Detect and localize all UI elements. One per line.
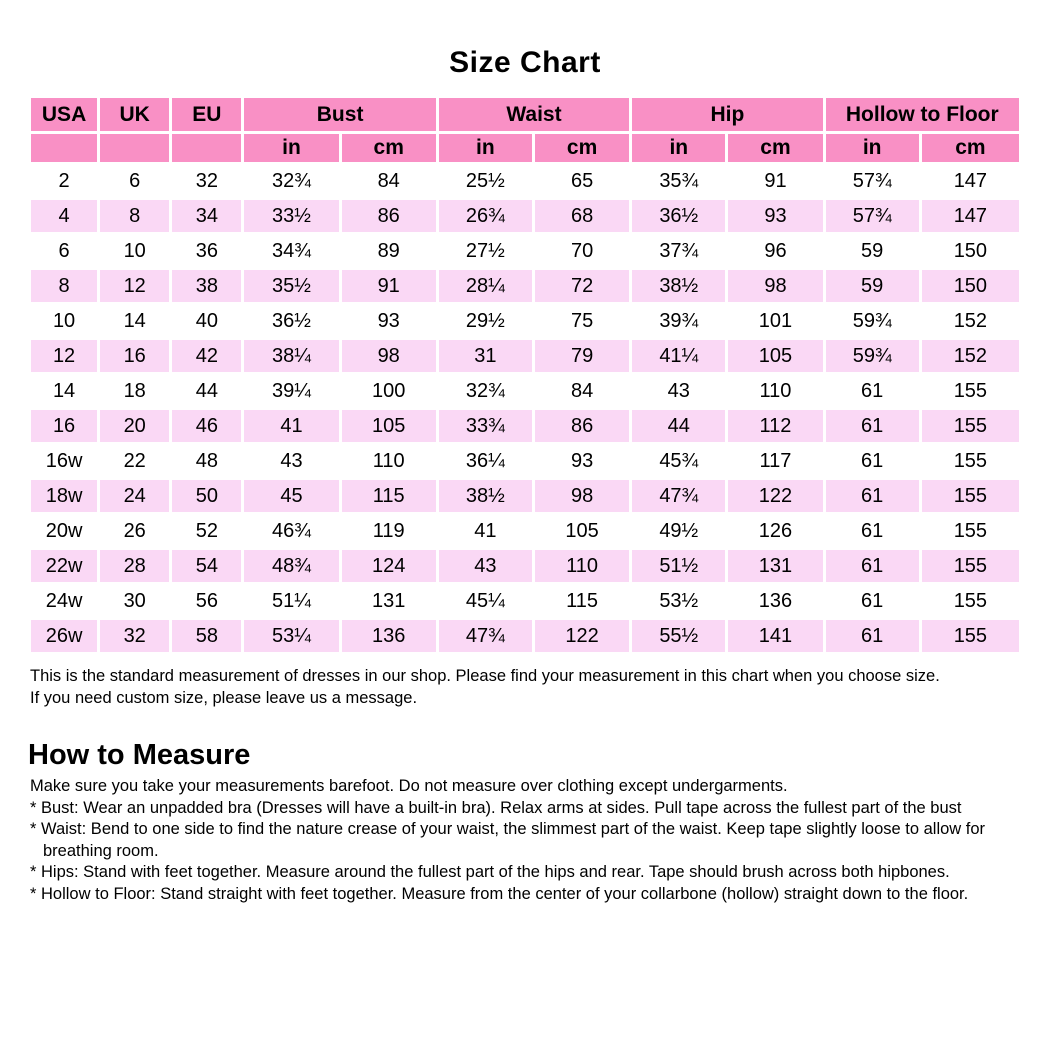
size-cell: 91 bbox=[728, 165, 822, 197]
size-cell: 14 bbox=[100, 305, 169, 337]
size-cell: 36½ bbox=[632, 200, 725, 232]
size-cell: 16 bbox=[100, 340, 169, 372]
size-cell: 20 bbox=[100, 410, 169, 442]
size-cell: 91 bbox=[342, 270, 436, 302]
size-cell: 45 bbox=[244, 480, 338, 512]
column-header-bust: Bust bbox=[244, 98, 435, 131]
size-cell: 136 bbox=[728, 585, 822, 617]
unit-header-bust-cm: cm bbox=[342, 134, 436, 162]
size-cell: 101 bbox=[728, 305, 822, 337]
table-row bbox=[31, 305, 1019, 337]
how-to-measure-heading: How to Measure bbox=[28, 739, 251, 771]
size-cell: 6 bbox=[100, 165, 169, 197]
size-cell: 48 bbox=[172, 445, 241, 477]
size-cell: 35¾ bbox=[632, 165, 725, 197]
size-cell: 51½ bbox=[632, 550, 725, 582]
size-cell: 93 bbox=[342, 305, 436, 337]
size-cell: 57¾ bbox=[826, 200, 919, 232]
column-header-uk: UK bbox=[100, 98, 169, 131]
size-cell: 89 bbox=[342, 235, 436, 267]
size-cell: 105 bbox=[728, 340, 822, 372]
size-cell: 105 bbox=[535, 515, 629, 547]
size-cell: 110 bbox=[535, 550, 629, 582]
size-cell: 36½ bbox=[244, 305, 338, 337]
size-cell: 59 bbox=[826, 270, 919, 302]
empty-header-cell bbox=[100, 134, 169, 162]
size-cell: 110 bbox=[342, 445, 436, 477]
size-cell: 47¾ bbox=[632, 480, 725, 512]
size-cell: 41 bbox=[439, 515, 532, 547]
size-cell: 12 bbox=[100, 270, 169, 302]
size-cell: 122 bbox=[728, 480, 822, 512]
size-cell: 65 bbox=[535, 165, 629, 197]
size-cell: 31 bbox=[439, 340, 532, 372]
size-cell: 57¾ bbox=[826, 165, 919, 197]
size-cell: 28¼ bbox=[439, 270, 532, 302]
size-cell: 86 bbox=[535, 410, 629, 442]
size-cell: 43 bbox=[632, 375, 725, 407]
size-cell: 54 bbox=[172, 550, 241, 582]
notes bbox=[30, 665, 1050, 709]
size-cell: 53½ bbox=[632, 585, 725, 617]
size-cell: 61 bbox=[826, 375, 919, 407]
size-cell: 41 bbox=[244, 410, 338, 442]
size-cell: 155 bbox=[922, 585, 1019, 617]
size-cell: 33¾ bbox=[439, 410, 532, 442]
size-cell: 39¼ bbox=[244, 375, 338, 407]
size-cell: 44 bbox=[632, 410, 725, 442]
size-cell: 38 bbox=[172, 270, 241, 302]
size-cell: 131 bbox=[342, 585, 436, 617]
size-cell: 32¾ bbox=[244, 165, 338, 197]
empty-header-cell bbox=[31, 134, 97, 162]
size-table-body bbox=[31, 165, 1019, 652]
measure-bullet-hips: * Hips: Stand with feet together. Measure around the fullest part of the hips and rear. Tape should brush across both hipbones. bbox=[30, 863, 950, 881]
column-header-eu: EU bbox=[172, 98, 241, 131]
size-cell: 6 bbox=[31, 235, 97, 267]
size-cell: 29½ bbox=[439, 305, 532, 337]
size-cell: 105 bbox=[342, 410, 436, 442]
size-cell: 30 bbox=[100, 585, 169, 617]
size-cell: 10 bbox=[31, 305, 97, 337]
size-cell: 110 bbox=[728, 375, 822, 407]
size-cell: 96 bbox=[728, 235, 822, 267]
size-cell: 43 bbox=[244, 445, 338, 477]
table-row bbox=[31, 445, 1019, 477]
size-cell: 40 bbox=[172, 305, 241, 337]
size-cell: 115 bbox=[535, 585, 629, 617]
size-cell: 155 bbox=[922, 445, 1019, 477]
header-unit-row bbox=[31, 134, 1019, 162]
size-cell: 46 bbox=[172, 410, 241, 442]
size-cell: 61 bbox=[826, 445, 919, 477]
table-row bbox=[31, 270, 1019, 302]
size-cell: 25½ bbox=[439, 165, 532, 197]
size-cell: 68 bbox=[535, 200, 629, 232]
size-cell: 32 bbox=[100, 620, 169, 652]
table-row bbox=[31, 375, 1019, 407]
unit-header-hollow-in: in bbox=[826, 134, 919, 162]
size-cell: 155 bbox=[922, 515, 1019, 547]
size-cell: 45¼ bbox=[439, 585, 532, 617]
table-row bbox=[31, 200, 1019, 232]
size-cell: 152 bbox=[922, 305, 1019, 337]
size-cell: 53¼ bbox=[244, 620, 338, 652]
size-cell: 16w bbox=[31, 445, 97, 477]
size-cell: 72 bbox=[535, 270, 629, 302]
size-cell: 22 bbox=[100, 445, 169, 477]
size-cell: 61 bbox=[826, 550, 919, 582]
size-cell: 119 bbox=[342, 515, 436, 547]
size-cell: 38½ bbox=[439, 480, 532, 512]
table-row bbox=[31, 165, 1019, 197]
size-cell: 86 bbox=[342, 200, 436, 232]
note-line-1: This is the standard measurement of dresses in our shop. Please find your measurement in this chart when you choose size. bbox=[30, 667, 940, 685]
size-cell: 2 bbox=[31, 165, 97, 197]
size-cell: 93 bbox=[728, 200, 822, 232]
page-title: Size Chart bbox=[449, 46, 601, 79]
size-cell: 28 bbox=[100, 550, 169, 582]
size-cell: 131 bbox=[728, 550, 822, 582]
size-cell: 152 bbox=[922, 340, 1019, 372]
size-cell: 147 bbox=[922, 200, 1019, 232]
unit-header-hollow-cm: cm bbox=[922, 134, 1019, 162]
size-cell: 45¾ bbox=[632, 445, 725, 477]
size-cell: 4 bbox=[31, 200, 97, 232]
size-cell: 48¾ bbox=[244, 550, 338, 582]
measure-bullet-bust: * Bust: Wear an unpadded bra (Dresses will have a built-in bra). Relax arms at sides. Pull tape across the fullest part of the bust bbox=[30, 798, 962, 817]
table-row bbox=[31, 620, 1019, 652]
size-cell: 98 bbox=[342, 340, 436, 372]
column-header-waist: Waist bbox=[439, 98, 629, 131]
size-cell: 51¼ bbox=[244, 585, 338, 617]
size-cell: 8 bbox=[31, 270, 97, 302]
unit-header-waist-in: in bbox=[439, 134, 532, 162]
size-cell: 115 bbox=[342, 480, 436, 512]
size-cell: 147 bbox=[922, 165, 1019, 197]
size-cell: 79 bbox=[535, 340, 629, 372]
size-cell: 10 bbox=[100, 235, 169, 267]
how-to-measure-text bbox=[30, 776, 1022, 905]
size-cell: 32¾ bbox=[439, 375, 532, 407]
size-cell: 61 bbox=[826, 585, 919, 617]
table-row bbox=[31, 480, 1019, 512]
measure-intro: Make sure you take your measurements barefoot. Do not measure over clothing except undergarments. bbox=[30, 777, 788, 795]
unit-header-bust-in: in bbox=[244, 134, 338, 162]
empty-header-cell bbox=[172, 134, 241, 162]
header-group-row bbox=[31, 98, 1019, 131]
size-cell: 42 bbox=[172, 340, 241, 372]
size-cell: 18w bbox=[31, 480, 97, 512]
size-cell: 56 bbox=[172, 585, 241, 617]
unit-header-hip-in: in bbox=[632, 134, 725, 162]
size-cell: 43 bbox=[439, 550, 532, 582]
size-cell: 59¾ bbox=[826, 340, 919, 372]
unit-header-waist-cm: cm bbox=[535, 134, 629, 162]
size-cell: 8 bbox=[100, 200, 169, 232]
size-cell: 24 bbox=[100, 480, 169, 512]
size-cell: 112 bbox=[728, 410, 822, 442]
size-cell: 22w bbox=[31, 550, 97, 582]
size-cell: 36 bbox=[172, 235, 241, 267]
size-cell: 58 bbox=[172, 620, 241, 652]
size-cell: 150 bbox=[922, 235, 1019, 267]
size-cell: 12 bbox=[31, 340, 97, 372]
size-cell: 70 bbox=[535, 235, 629, 267]
size-cell: 93 bbox=[535, 445, 629, 477]
size-cell: 26 bbox=[100, 515, 169, 547]
unit-header-hip-cm: cm bbox=[728, 134, 822, 162]
size-cell: 14 bbox=[31, 375, 97, 407]
table-row bbox=[31, 410, 1019, 442]
size-cell: 117 bbox=[728, 445, 822, 477]
table-row bbox=[31, 550, 1019, 582]
size-cell: 136 bbox=[342, 620, 436, 652]
column-header-hip: Hip bbox=[632, 98, 822, 131]
size-chart-table bbox=[28, 95, 1022, 655]
size-cell: 141 bbox=[728, 620, 822, 652]
size-cell: 59¾ bbox=[826, 305, 919, 337]
measure-bullet-hollow: * Hollow to Floor: Stand straight with feet together. Measure from the center of your collarbone (hollow) straight down to the floor. bbox=[30, 884, 969, 903]
size-cell: 155 bbox=[922, 375, 1019, 407]
size-cell: 36¼ bbox=[439, 445, 532, 477]
table-row bbox=[31, 585, 1019, 617]
size-cell: 16 bbox=[31, 410, 97, 442]
note-line-2: If you need custom size, please leave us a message. bbox=[30, 689, 418, 707]
size-cell: 155 bbox=[922, 550, 1019, 582]
size-cell: 155 bbox=[922, 410, 1019, 442]
size-cell: 50 bbox=[172, 480, 241, 512]
size-cell: 20w bbox=[31, 515, 97, 547]
table-row bbox=[31, 340, 1019, 372]
size-cell: 124 bbox=[342, 550, 436, 582]
size-cell: 34¾ bbox=[244, 235, 338, 267]
size-cell: 41¼ bbox=[632, 340, 725, 372]
size-cell: 32 bbox=[172, 165, 241, 197]
size-cell: 100 bbox=[342, 375, 436, 407]
size-cell: 26¾ bbox=[439, 200, 532, 232]
size-cell: 46¾ bbox=[244, 515, 338, 547]
size-cell: 55½ bbox=[632, 620, 725, 652]
size-cell: 18 bbox=[100, 375, 169, 407]
size-cell: 52 bbox=[172, 515, 241, 547]
size-cell: 98 bbox=[728, 270, 822, 302]
size-cell: 26w bbox=[31, 620, 97, 652]
size-cell: 61 bbox=[826, 620, 919, 652]
size-cell: 84 bbox=[342, 165, 436, 197]
size-cell: 126 bbox=[728, 515, 822, 547]
column-header-hollow-to-floor: Hollow to Floor bbox=[826, 98, 1019, 131]
size-cell: 24w bbox=[31, 585, 97, 617]
column-header-usa: USA bbox=[31, 98, 97, 131]
size-cell: 59 bbox=[826, 235, 919, 267]
size-cell: 84 bbox=[535, 375, 629, 407]
size-cell: 38¼ bbox=[244, 340, 338, 372]
size-cell: 75 bbox=[535, 305, 629, 337]
size-cell: 155 bbox=[922, 480, 1019, 512]
size-cell: 155 bbox=[922, 620, 1019, 652]
size-cell: 38½ bbox=[632, 270, 725, 302]
size-cell: 49½ bbox=[632, 515, 725, 547]
size-cell: 39¾ bbox=[632, 305, 725, 337]
size-cell: 61 bbox=[826, 410, 919, 442]
size-cell: 122 bbox=[535, 620, 629, 652]
measure-bullet-waist: * Waist: Bend to one side to find the nature crease of your waist, the slimmest part of the waist. Keep tape slightly loose to allow for breathing room. bbox=[30, 820, 986, 860]
size-cell: 33½ bbox=[244, 200, 338, 232]
size-cell: 35½ bbox=[244, 270, 338, 302]
size-cell: 27½ bbox=[439, 235, 532, 267]
size-cell: 34 bbox=[172, 200, 241, 232]
size-cell: 44 bbox=[172, 375, 241, 407]
size-cell: 150 bbox=[922, 270, 1019, 302]
size-cell: 47¾ bbox=[439, 620, 532, 652]
table-row bbox=[31, 235, 1019, 267]
size-cell: 61 bbox=[826, 480, 919, 512]
size-cell: 37¾ bbox=[632, 235, 725, 267]
table-row bbox=[31, 515, 1019, 547]
size-cell: 61 bbox=[826, 515, 919, 547]
size-cell: 98 bbox=[535, 480, 629, 512]
